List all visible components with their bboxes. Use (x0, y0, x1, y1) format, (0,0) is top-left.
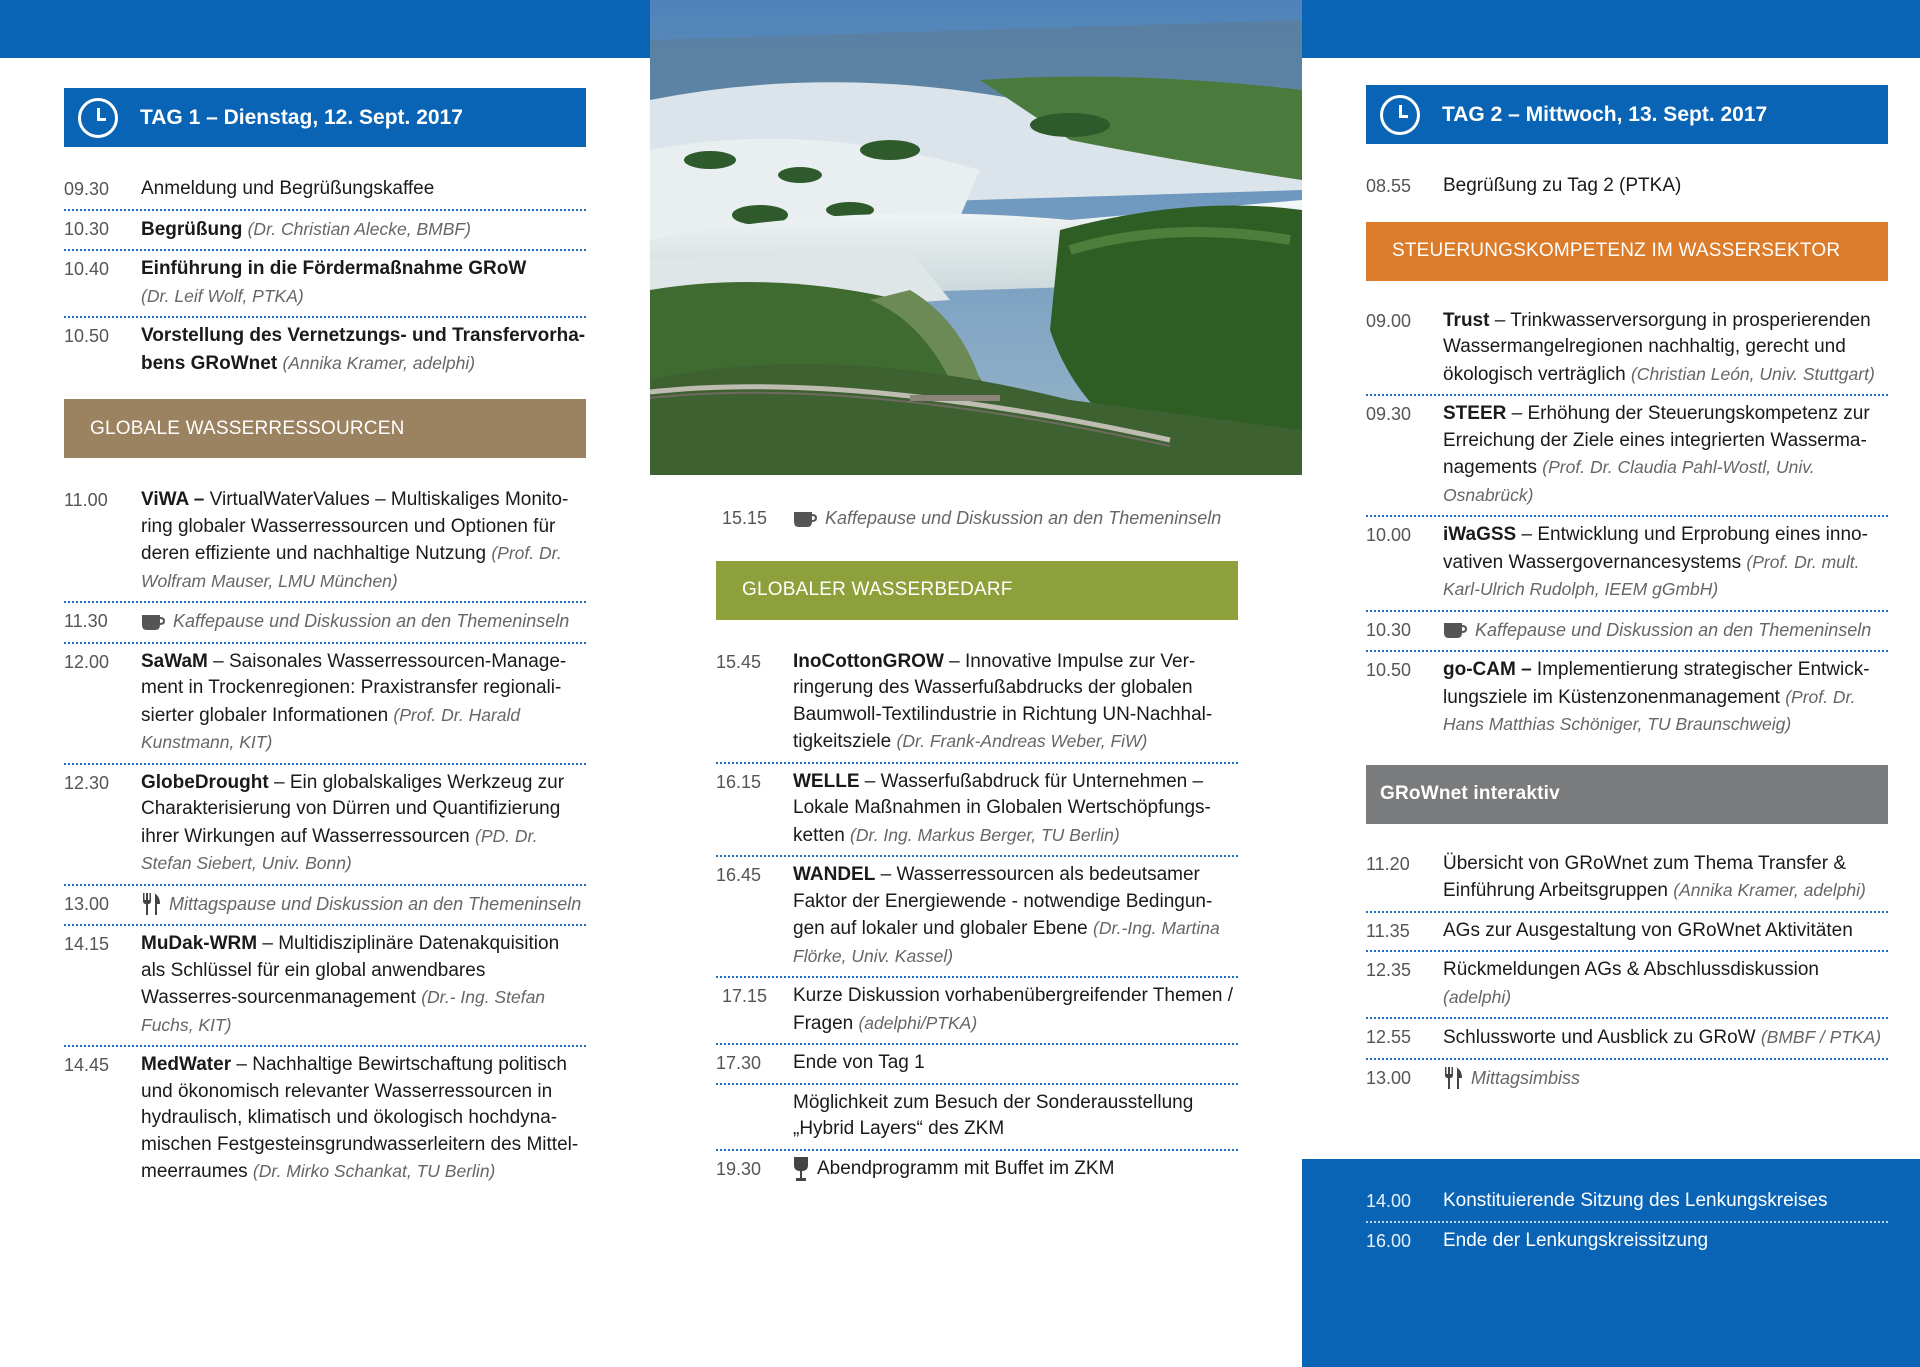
row-text (141, 487, 586, 595)
schedule-row (1366, 517, 1888, 612)
project-name: GlobeDrought (141, 771, 269, 793)
row-text (1443, 1065, 1888, 1093)
schedule-row (64, 211, 586, 252)
project-name: InoCottonGROW (793, 650, 944, 672)
section-header-globale-wasserressourcen: GLOBALE WASSERRESSOURCEN (64, 399, 586, 458)
row-description: Schlussworte und Ausblick zu GRoW (1443, 1027, 1761, 1048)
row-time: 10.50 (64, 326, 110, 346)
row-time: 12.55 (1366, 1027, 1412, 1047)
row-time: 10.30 (64, 218, 110, 239)
citation: (Dr. Christian Alecke, BMBF) (247, 218, 471, 239)
project-name: STEER (1443, 403, 1507, 424)
row-text (793, 983, 1238, 1037)
schedule-row (64, 1047, 586, 1192)
row-text (141, 770, 586, 878)
row-text (141, 216, 586, 244)
citation: (Dr. Frank-Andreas Weber, FiW) (896, 731, 1148, 751)
lunch-label: Mittagspause und Diskussion an den Themeninseln (169, 893, 582, 914)
row-text: Möglichkeit zum Besuch der Sonderausstellung „Hybrid Layers“ des ZKM (793, 1091, 1194, 1139)
row-text (793, 862, 1238, 970)
citation: (Dr. Mirko Schankat, TU Berlin) (252, 1161, 496, 1181)
row-text (1443, 851, 1888, 905)
schedule-row (1366, 303, 1888, 397)
clock-icon (78, 98, 118, 138)
project-description: – Trinkwasserversorgung in prosperierenden Wassermangelregionen nachhaltig, gerecht und ökologisch verträglich (1443, 309, 1871, 385)
schedule-row (1366, 652, 1888, 745)
row-text (793, 769, 1238, 850)
day2-header (1366, 85, 1888, 144)
schedule-row (716, 764, 1238, 858)
project-description: – Innovative Impulse zur Ver-ringerung des Wasserfußabdrucks der globalen Baumwoll-Textilindustrie in Richtung UN-Nachhal-tigkeitsziele (793, 650, 1213, 752)
project-name: SaWaM (141, 650, 208, 672)
schedule-row (1366, 846, 1888, 913)
citation: (Dr.- Ing. Stefan Fuchs, KIT) (141, 987, 546, 1035)
schedule-row (1366, 1019, 1888, 1060)
schedule-row (1366, 1183, 1888, 1223)
project-description: – Wasserressourcen als bedeutsamer Faktor der Energiewende - notwendige Bedingun-gen auf lokaler und globaler Ebene (793, 864, 1213, 939)
day2-title: TAG 2 – Mittwoch, 13. Sept. 2017 (1442, 102, 1768, 126)
citation: (Prof. Dr. Harald Kunstmann, KIT) (141, 704, 521, 752)
schedule-row (1366, 952, 1888, 1019)
row-text (1443, 1024, 1888, 1052)
project-description: – Nachhaltige Bewirtschaftung politisch und ökonomisch relevanter Wasserressourcen in hydraulisch, klimatisch und ökologisch hochdyna-mischen Festgesteinsgrundwasserleitern des Mittel-meerraumes (141, 1054, 579, 1182)
row-text (141, 649, 586, 757)
row-time: 10.00 (1366, 525, 1412, 545)
row-text (141, 608, 586, 636)
row-text (141, 1052, 586, 1186)
row-time: 13.00 (64, 893, 110, 914)
row-time: 09.30 (64, 179, 110, 199)
schedule-row (1366, 396, 1888, 517)
row-time: 14.45 (64, 1055, 110, 1075)
row-text (141, 323, 586, 377)
project-description: – Wasserfußabdruck für Unternehmen – Lokale Maßnahmen in Globalen Wertschöpfungs-ketten (793, 770, 1211, 846)
section-header-steuerungskompetenz: STEUERUNGSKOMPETENZ IM WASSERSEKTOR (1366, 222, 1888, 281)
coffee-cup-icon (1443, 621, 1467, 639)
row-description: Kurze Diskussion vorhabenübergreifender Themen / Fragen (793, 985, 1234, 1034)
citation: (Prof. Dr. Hans Matthias Schöniger, TU Braunschweig) (1443, 686, 1856, 734)
project-name: Trust (1443, 309, 1490, 331)
project-name: MedWater (141, 1054, 232, 1075)
row-time (716, 1090, 793, 1143)
clock-icon (1380, 95, 1420, 135)
section-header-globaler-wasserbedarf: GLOBALER WASSERBEDARF (716, 561, 1238, 620)
row-text (1443, 401, 1888, 509)
citation: (PD. Dr. Stefan Siebert, Univ. Bonn) (141, 825, 538, 873)
row-text (141, 256, 586, 310)
schedule-row (1366, 168, 1888, 206)
schedule-row (716, 1045, 1238, 1085)
row-time: 10.50 (1366, 660, 1412, 680)
fork-knife-icon (141, 892, 161, 916)
citation: (Christian León, Univ. Stuttgart) (1630, 363, 1875, 384)
schedule-row (716, 1085, 1238, 1151)
schedule-row (64, 765, 586, 886)
row-time: 15.15 (722, 508, 768, 528)
project-name: go-CAM – (1443, 659, 1532, 680)
schedule-row (716, 500, 1238, 539)
citation: (Dr. Leif Wolf, PTKA) (141, 285, 304, 306)
schedule-row (64, 644, 586, 765)
row-time: 17.30 (716, 1053, 762, 1073)
row-time: 11.00 (64, 490, 108, 510)
row-time: 12.30 (64, 772, 110, 793)
project-description: – Entwicklung und Erprobung eines inno-vativen Wassergovernancesystems (1443, 524, 1868, 573)
row-text: AGs zur Ausgestaltung von GRoWnet Aktivitäten (1443, 919, 1853, 941)
project-name: WANDEL (793, 864, 876, 885)
citation: (adelphi/PTKA) (858, 1012, 978, 1033)
pause-label: Kaffepause und Diskussion an den Themeninseln (173, 611, 570, 631)
schedule-row (716, 644, 1238, 764)
row-time: 16.15 (716, 771, 762, 792)
section-header-grownet-interaktiv: GRoWnet interaktiv (1366, 765, 1888, 824)
schedule-row (716, 978, 1238, 1045)
coffee-cup-icon (141, 613, 165, 631)
row-text (793, 649, 1238, 756)
schedule-row (64, 926, 586, 1047)
day1-header (64, 88, 586, 147)
schedule-row (716, 857, 1238, 978)
day2-column (1366, 85, 1888, 1098)
project-description: – Erhöhung der Steuerungskompetenz zur Erreichung der Ziele eines integrierten Wasserma-nagements (1443, 403, 1870, 478)
project-name: ViWA – (141, 489, 205, 510)
waterfall-photo (650, 0, 1302, 475)
project-name: iWaGSS (1443, 524, 1517, 545)
schedule-row (64, 482, 586, 603)
schedule-row (716, 1151, 1238, 1189)
row-time: 09.00 (1366, 310, 1412, 331)
row-time: 11.20 (1366, 853, 1410, 874)
row-text: Ende von Tag 1 (793, 1052, 925, 1073)
pause-label: Kaffepause und Diskussion an den Themeninseln (825, 508, 1222, 528)
citation: (Dr.-Ing. Martina Flörke, Univ. Kassel) (793, 918, 1220, 966)
afternoon-column (716, 500, 1238, 1188)
schedule-row (64, 886, 586, 927)
project-description: Implementierung strategischer Entwick-lungsziele im Küstenzonenmanagement (1443, 659, 1870, 708)
row-time: 12.35 (1366, 960, 1412, 980)
citation: (Dr. Ing. Markus Berger, TU Berlin) (850, 824, 1120, 845)
row-time: 12.00 (64, 651, 110, 672)
row-time: 19.30 (716, 1158, 762, 1179)
project-name: WELLE (793, 770, 860, 792)
citation: (Prof. Dr. mult. Karl-Ulrich Rudolph, IEEM gGmbH) (1443, 551, 1860, 599)
row-text: Ende der Lenkungskreissitzung (1443, 1229, 1709, 1251)
row-time: 10.40 (64, 259, 110, 279)
day1-column (64, 88, 586, 1192)
row-time: 09.30 (1366, 404, 1412, 424)
row-time: 14.15 (64, 934, 110, 954)
project-name: Vorstellung des Vernetzungs- und Transfervorha-bens GRoWnet (141, 325, 586, 374)
row-time: 11.35 (1366, 920, 1410, 941)
project-name: Einführung in die Fördermaßnahme GRoW (141, 258, 527, 279)
row-text (1443, 657, 1888, 739)
citation: (adelphi) (1443, 986, 1512, 1007)
row-time: 14.00 (1366, 1191, 1412, 1211)
citation: (BMBF / PTKA) (1760, 1027, 1882, 1047)
schedule-row (64, 251, 586, 318)
row-time: 08.55 (1366, 176, 1412, 196)
project-description: – Ein globalskaliges Werkzeug zur Charakterisierung von Dürren und Quantifizierung ihrer Wirkungen auf Wasserressourcen (141, 771, 565, 847)
schedule-row (64, 318, 586, 383)
citation: (Prof. Dr. Claudia Pahl-Wostl, Univ. Osnabrück) (1443, 457, 1815, 505)
row-text (793, 505, 1238, 533)
project-name: Begrüßung (141, 218, 243, 240)
row-time: 10.30 (1366, 619, 1412, 640)
schedule-row (1366, 913, 1888, 953)
row-text: Konstituierende Sitzung des Lenkungskreises (1443, 1190, 1828, 1211)
row-text (1443, 617, 1888, 645)
citation: (Annika Kramer, adelphi) (1673, 880, 1866, 900)
evening-label: Abendprogramm mit Buffet im ZKM (817, 1157, 1115, 1179)
row-text: Anmeldung und Begrüßungskaffee (141, 178, 435, 199)
row-text (793, 1156, 1238, 1183)
fork-knife-icon (1443, 1066, 1463, 1090)
project-description: VirtualWaterValues – Multiskaliges Monito-ring globaler Wasserressourcen und Optionen für deren effiziente und nachhaltige Nutzung (141, 489, 569, 564)
schedule-row (64, 171, 586, 211)
row-time: 15.45 (716, 651, 762, 672)
row-time: 13.00 (1366, 1067, 1412, 1088)
row-description: Übersicht von GRoWnet zum Thema Transfer & Einführung Arbeitsgruppen (1443, 852, 1847, 901)
row-text (141, 931, 586, 1039)
row-text (1443, 308, 1888, 389)
lunch-label: Mittagsimbiss (1471, 1067, 1581, 1088)
steering-committee-rows (1366, 1183, 1888, 1260)
row-text (1443, 957, 1888, 1011)
citation: (Prof. Dr. Wolfram Mauser, LMU München) (141, 543, 562, 591)
pause-label: Kaffepause und Diskussion an den Themeninseln (1475, 619, 1872, 640)
row-text (1443, 522, 1888, 604)
project-description: – Multidisziplinäre Datenakquisition als Schlüssel für ein global anwendbares Wasserres-sourcenmanagement (141, 933, 560, 1008)
schedule-row (64, 603, 586, 644)
citation: (Annika Kramer, adelphi) (282, 352, 476, 373)
schedule-row (1366, 612, 1888, 653)
row-text (141, 891, 586, 919)
coffee-cup-icon (793, 510, 817, 528)
project-name: MuDak-WRM (141, 933, 258, 954)
schedule-row (1366, 1060, 1888, 1099)
row-text: Begrüßung zu Tag 2 (PTKA) (1443, 175, 1682, 196)
row-time: 11.30 (64, 611, 108, 631)
day1-title: TAG 1 – Dienstag, 12. Sept. 2017 (140, 105, 463, 129)
project-description: – Saisonales Wasserressourcen-Manage-ment in Trockenregionen: Praxistransfer regionali-sierter globaler Informationen (141, 650, 567, 726)
row-time: 16.45 (716, 865, 762, 885)
row-time: 17.15 (722, 986, 768, 1006)
schedule-row (1366, 1223, 1888, 1261)
row-description: Rückmeldungen AGs & Abschlussdiskussion (1443, 959, 1819, 980)
wine-glass-icon (793, 1156, 809, 1182)
row-time: 16.00 (1366, 1230, 1412, 1251)
